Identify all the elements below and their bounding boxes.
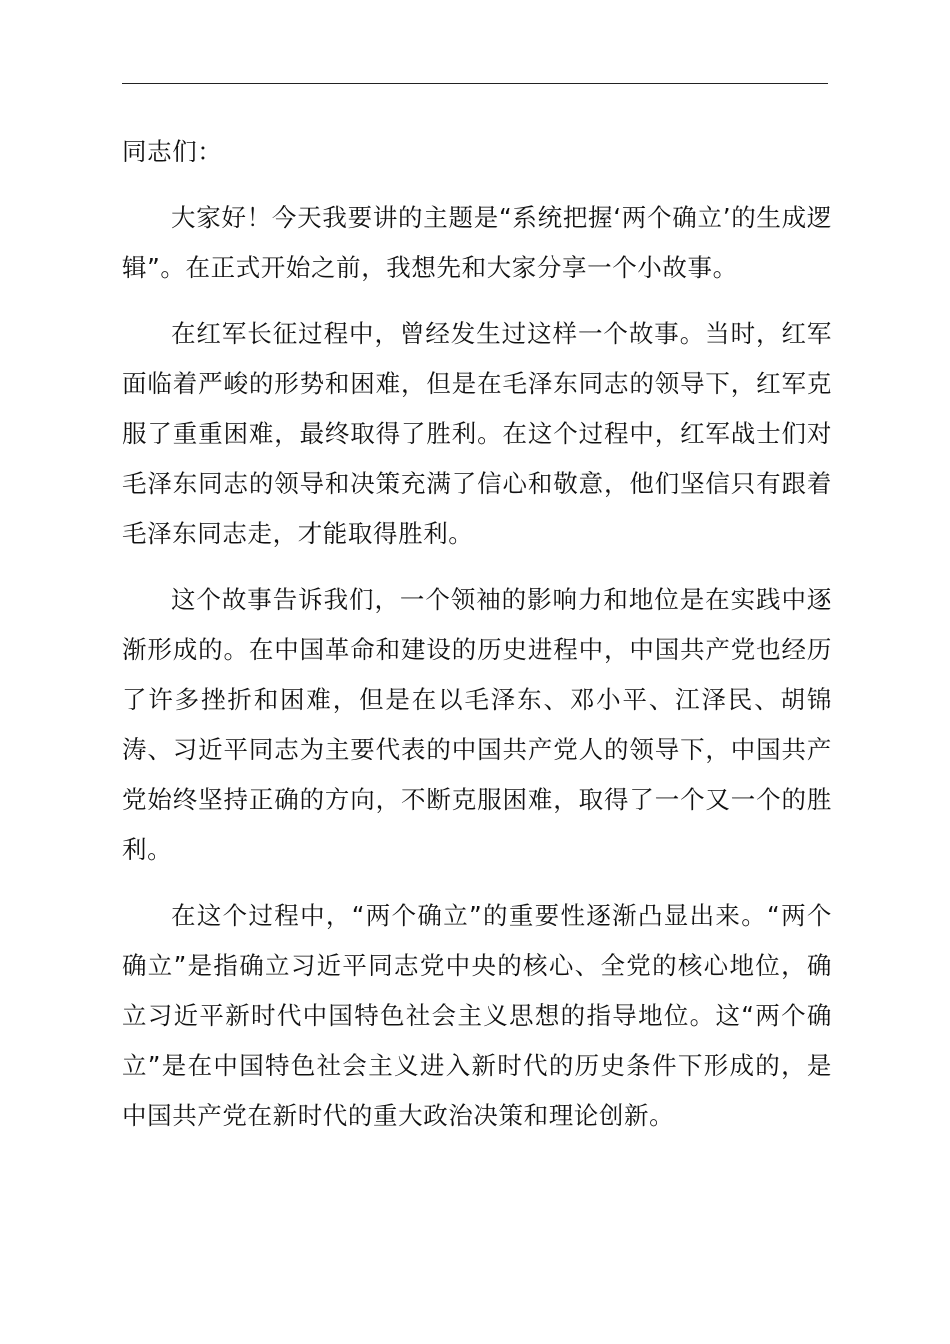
paragraph-intro: 大家好！今天我要讲的主题是“系统把握‘两个确立’的生成逻辑”。在正式开始之前，我想先和大家分享一个小故事。 — [122, 203, 832, 282]
header-divider — [122, 83, 828, 84]
paragraph-leadership-lesson: 这个故事告诉我们，一个领袖的影响力和地位是在实践中逐渐形成的。在中国革命和建设的历史进程中，中国共产党也经历了许多挫折和困难，但是在以毛泽东、邓小平、江泽民、胡锦涛、习近平同志为主要代表的中国共产党人的领导下，中国共产党始终坚持正确的方向，不断克服困难，取得了一个又一个的胜利。 — [122, 585, 832, 864]
salutation: 同志们： — [122, 137, 223, 166]
document-body — [122, 127, 832, 1157]
paragraph-long-march-story: 在红军长征过程中，曾经发生过这样一个故事。当时，红军面临着严峻的形势和困难，但是在毛泽东同志的领导下，红军克服了重重困难，最终取得了胜利。在这个过程中，红军战士们对毛泽东同志的领导和决策充满了信心和敬意，他们坚信只有跟着毛泽东同志走，才能取得胜利。 — [122, 319, 832, 548]
paragraph-two-establishments: 在这个过程中，“两个确立”的重要性逐渐凸显出来。“两个确立”是指确立习近平同志党中央的核心、全党的核心地位，确立习近平新时代中国特色社会主义思想的指导地位。这“两个确立”是在中国特色社会主义进入新时代的历史条件下形成的，是中国共产党在新时代的重大政治决策和理论创新。 — [122, 901, 832, 1130]
